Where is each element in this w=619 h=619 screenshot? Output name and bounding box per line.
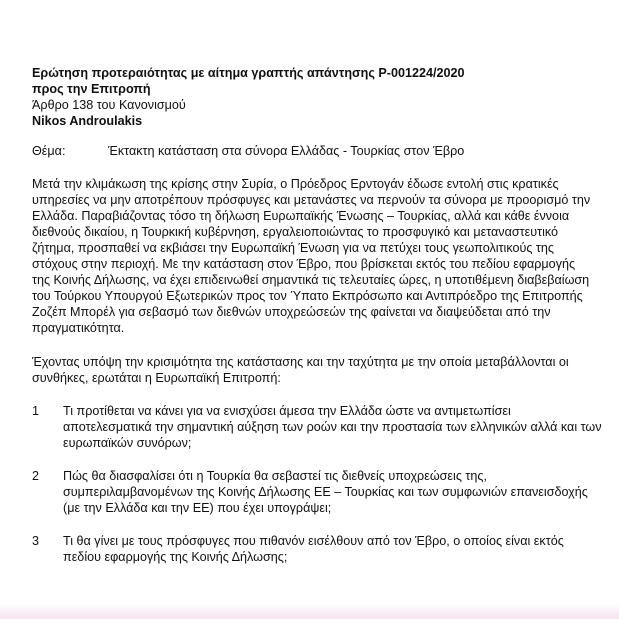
subject-label: Θέμα:	[32, 144, 66, 158]
paragraph-line: του Τούρκου Υπουργού Εξωτερικών προς τον Ύπατο Εκπρόσωπο και Αντιπρόεδρο της Επιτροπής	[32, 289, 583, 303]
paragraph-line: διεθνούς δικαίου, η Τουρκική κυβέρνηση, εργαλειοποιώντας το προσφυγικό και μεταναστευτικό	[32, 225, 559, 239]
paragraph-line: συνθήκες, ερωτάται η Ευρωπαϊκή Επιτροπή:	[32, 371, 281, 385]
author-name: Nikos Androulakis	[32, 114, 143, 128]
question-number: 1	[32, 404, 40, 418]
question-line: (με την Ελλάδα και την ΕΕ) που έχει υπογράψει;	[63, 501, 332, 515]
question-number: 2	[32, 469, 40, 483]
article-reference: Άρθρο 138 του Κανονισμού	[32, 98, 186, 112]
recipient-line: προς την Επιτροπή	[32, 82, 151, 96]
question-line: ευρωπαϊκών συνόρων;	[63, 436, 192, 450]
page-bottom-edge	[0, 603, 619, 619]
paragraph-line: πραγματικότητα.	[32, 321, 125, 335]
question-line: συμπεριλαμβανομένων της Κοινής Δήλωσης ΕΕ – Τουρκίας και των συμφωνιών επανεισδοχής	[63, 485, 588, 499]
paragraph-line: ζήτημα, προσπαθεί να εκβιάσει την Ευρωπαϊκή Ένωση για να πετύχει τους γεωπολιτικούς της	[32, 241, 554, 255]
paragraph-line: στόχους στην περιοχή. Με την κατάσταση στον Έβρο, που βρίσκεται εκτός του πεδίου εφαρμογής	[32, 257, 576, 271]
question-title: Ερώτηση προτεραιότητας με αίτημα γραπτής απάντησης P-001224/2020	[32, 66, 465, 80]
question-line: πεδίου εφαρμογής της Κοινής Δήλωσης;	[63, 550, 288, 564]
question-line: Τι προτίθεται να κάνει για να ενισχύσει άμεσα την Ελλάδα ώστε να αντιμετωπίσει	[63, 404, 511, 418]
question-line: Πώς θα διασφαλίσει ότι η Τουρκία θα σεβαστεί τις διεθνείς υποχρεώσεις της,	[63, 469, 487, 483]
question-line: Τι θα γίνει με τους πρόσφυγες που πιθανόν εισέλθουν από τον Έβρο, ο οποίος είναι εκτός	[63, 534, 564, 548]
paragraph-line: Ελλάδα. Παραβιάζοντας τόσο τη δήλωση Ευρωπαϊκής Ένωσης – Τουρκίας, αλλά και κάθε έννοια	[32, 209, 570, 223]
paragraph-line: Μετά την κλιμάκωση της κρίσης στην Συρία, ο Πρόεδρος Ερντογάν έδωσε εντολή στις κρατικές	[32, 177, 559, 191]
paragraph-line: της Κοινής Δήλωσης, να έχει επιδεινωθεί σημαντικά τις τελευταίες ώρες, η υποτιθέμενη διαβεβαίωση	[32, 273, 590, 287]
subject-text: Έκτακτη κατάσταση στα σύνορα Ελλάδας - Τουρκίας στον Έβρο	[108, 144, 465, 158]
paragraph-line: υπηρεσίες να μην αποτρέπουν πρόσφυγες και μετανάστες να περνούν τα σύνορα με προορισμό την	[32, 193, 591, 207]
paragraph-line: Ζοζέπ Μπορέλ για σεβασμό των διεθνών υποχρεώσεών της φαίνεται να διαψεύδεται από την	[32, 305, 551, 319]
paragraph-line: Έχοντας υπόψη την κρισιμότητα της κατάστασης και την ταχύτητα με την οποία μεταβάλλονται οι	[32, 355, 569, 369]
question-number: 3	[32, 534, 40, 548]
question-line: αποτελεσματικά την σημαντική αύξηση των ροών και την προστασία των ελληνικών αλλά και των	[63, 420, 602, 434]
